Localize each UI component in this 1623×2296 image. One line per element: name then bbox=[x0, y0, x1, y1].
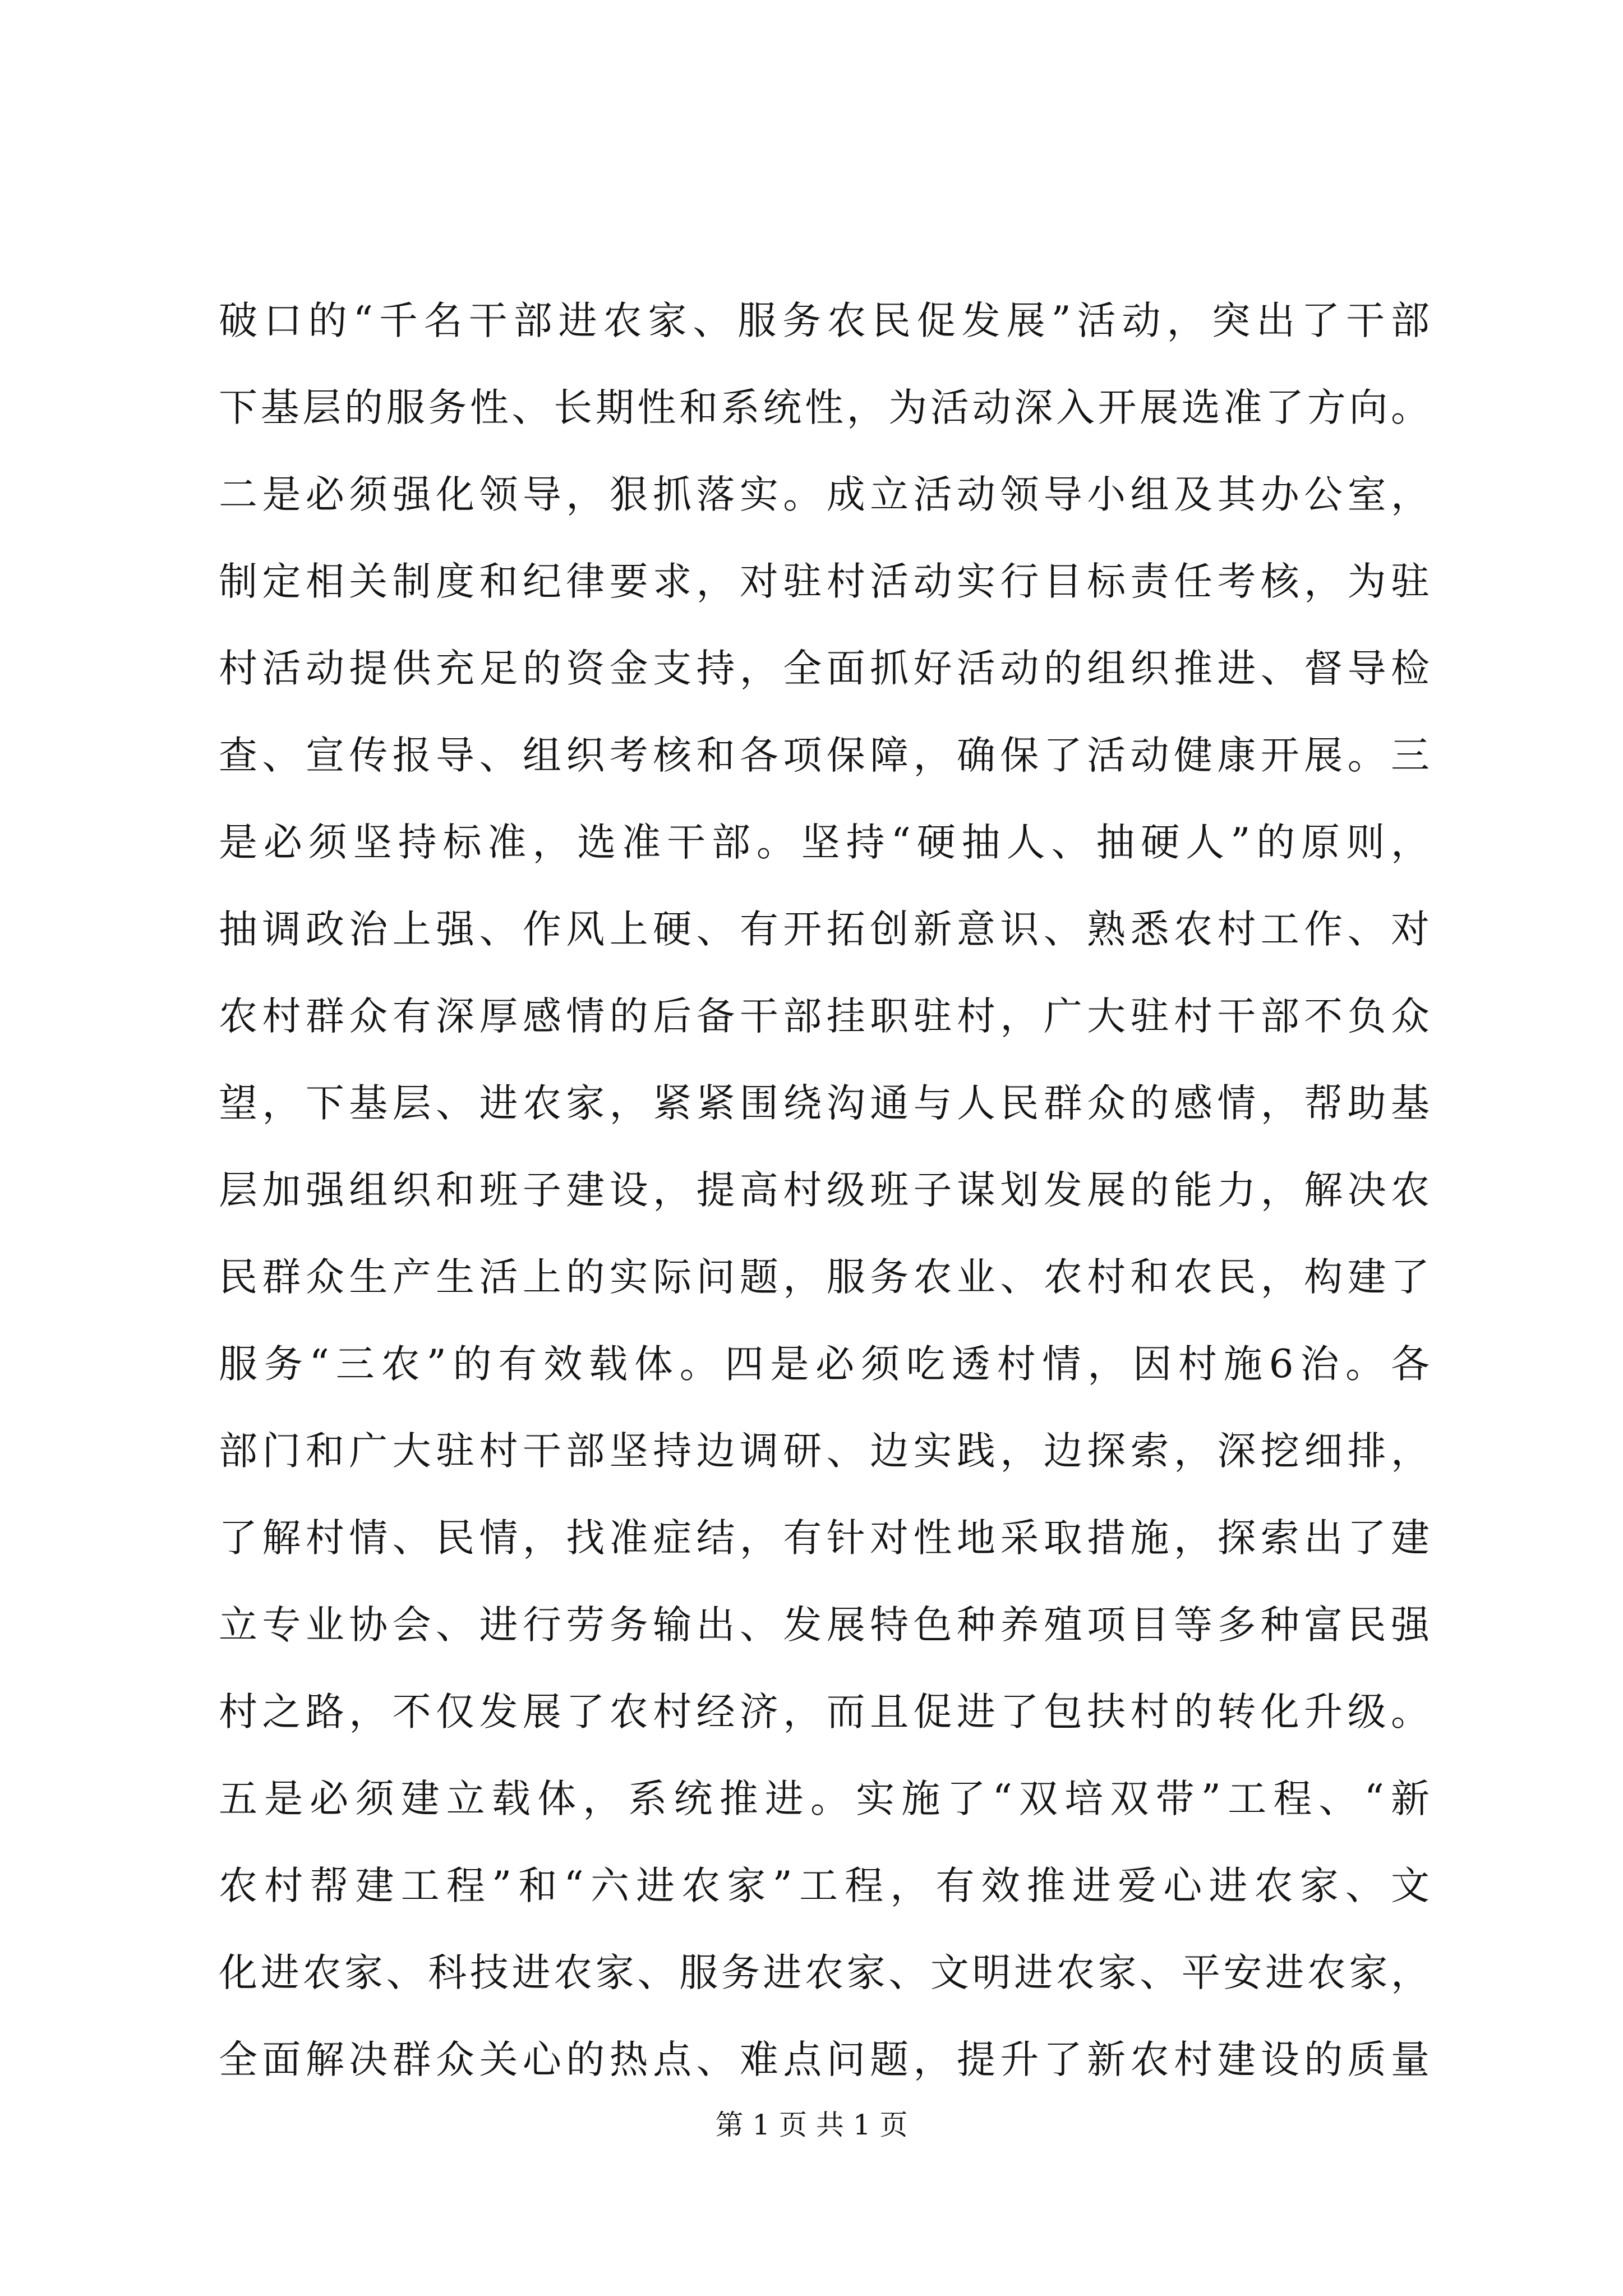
text-line: 民群众生产生活上的实际问题，服务农业、农村和农民，构建了 bbox=[219, 1255, 1430, 1300]
text-line: 农村群众有深厚感情的后备干部挂职驻村，广大驻村干部不负众 bbox=[219, 994, 1430, 1039]
text-line: 全面解决群众关心的热点、难点问题，提升了新农村建设的质量 bbox=[219, 2037, 1430, 2082]
text-line: 抽调政治上强、作风上硬、有开拓创新意识、熟悉农村工作、对 bbox=[219, 907, 1430, 952]
text-line: 二是必须强化领导，狠抓落实。成立活动领导小组及其办公室， bbox=[219, 472, 1430, 517]
text-line: 立专业协会、进行劳务输出、发展特色种养殖项目等多种富民强 bbox=[219, 1603, 1430, 1648]
text-line: 层加强组织和班子建设，提高村级班子谋划发展的能力，解决农 bbox=[219, 1168, 1430, 1213]
text-line: 部门和广大驻村干部坚持边调研、边实践，边探索，深挖细排， bbox=[219, 1429, 1430, 1474]
text-line: 望，下基层、进农家，紧紧围绕沟通与人民群众的感情，帮助基 bbox=[219, 1081, 1430, 1126]
text-line: 五是必须建立载体，系统推进。实施了“双培双带”工程、“新 bbox=[219, 1777, 1430, 1821]
text-line: 了解村情、民情，找准症结，有针对性地采取措施，探索出了建 bbox=[219, 1516, 1430, 1561]
text-line: 破口的“千名干部进农家、服务农民促发展”活动，突出了干部 bbox=[219, 298, 1430, 343]
text-line: 制定相关制度和纪律要求，对驻村活动实行目标责任考核，为驻 bbox=[219, 559, 1430, 604]
text-line: 村之路，不仅发展了农村经济，而且促进了包扶村的转化升级。 bbox=[219, 1690, 1430, 1734]
text-line: 农村帮建工程”和“六进农家”工程，有效推进爱心进农家、文 bbox=[219, 1864, 1430, 1908]
page-number-footer: 第 1 页 共 1 页 bbox=[715, 2109, 908, 2141]
text-line: 查、宣传报导、组织考核和各项保障，确保了活动健康开展。三 bbox=[219, 733, 1430, 778]
text-line: 是必须坚持标准，选准干部。坚持“硬抽人、抽硬人”的原则， bbox=[219, 820, 1430, 865]
body-text bbox=[219, 278, 1430, 2104]
text-line: 村活动提供充足的资金支持，全面抓好活动的组织推进、督导检 bbox=[219, 646, 1430, 691]
text-line: 服务“三农”的有效载体。四是必须吃透村情，因村施6治。各 bbox=[219, 1342, 1430, 1387]
text-line: 化进农家、科技进农家、服务进农家、文明进农家、平安进农家， bbox=[219, 1950, 1430, 1995]
text-line: 下基层的服务性、长期性和系统性，为活动深入开展选准了方向。 bbox=[219, 385, 1430, 430]
